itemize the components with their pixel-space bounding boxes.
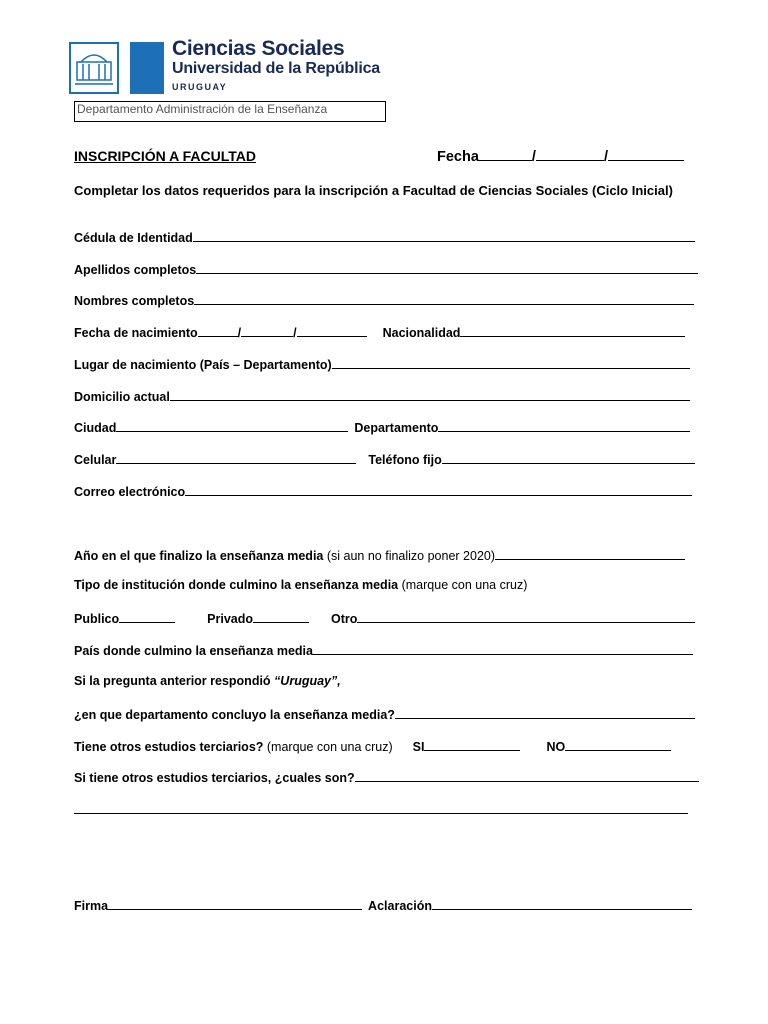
form-intro: Completar los datos requeridos para la inscripción a Facultad de Ciencias Sociales (Ciclo Inicial): [74, 183, 673, 198]
cedula-field[interactable]: Cédula de Identidad: [74, 229, 695, 245]
nombres-field[interactable]: Nombres completos: [74, 292, 694, 308]
logo-subtitle: Universidad de la República: [172, 60, 380, 77]
nacionalidad-label: Nacionalidad: [382, 326, 461, 340]
publico-option[interactable]: Publico: [74, 612, 120, 626]
departamento-label: Departamento: [354, 421, 439, 435]
form-title: INSCRIPCIÓN A FACULTAD: [74, 148, 256, 164]
telefono-label: Teléfono fijo: [368, 453, 442, 467]
aclaracion-label: Aclaración: [368, 899, 432, 913]
si-option[interactable]: SI: [412, 740, 425, 754]
tipo-institucion-label: Tipo de institución donde culmino la enseñanza media (marque con una cruz): [74, 578, 528, 592]
domicilio-field[interactable]: Domicilio actual: [74, 388, 690, 404]
pais-culmino-field[interactable]: País donde culmino la enseñanza media: [74, 642, 693, 658]
departamento-concluyo-field[interactable]: ¿en que departamento concluyo la enseñanza media?: [74, 706, 695, 722]
cuales-field[interactable]: Si tiene otros estudios terciarios, ¿cuales son?: [74, 769, 699, 785]
si-pregunta-label: Si la pregunta anterior respondió “Uruguay”,: [74, 674, 341, 688]
logo-title: Ciencias Sociales: [172, 37, 345, 60]
firma-field[interactable]: Firma Aclaración: [74, 897, 692, 913]
university-building-icon: [69, 42, 119, 94]
celular-field[interactable]: Celular Teléfono fijo: [74, 451, 695, 467]
lugar-nacimiento-field[interactable]: Lugar de nacimiento (País – Departamento): [74, 356, 690, 372]
department-box: Departamento Administración de la Enseñanza: [74, 101, 386, 122]
otros-estudios-field[interactable]: Tiene otros estudios terciarios? (marque con una cruz) SI NO: [74, 738, 671, 754]
logo-blue-bar: [130, 42, 164, 94]
cuales-extra-line[interactable]: [74, 801, 688, 817]
no-option[interactable]: NO: [546, 740, 566, 754]
correo-field[interactable]: Correo electrónico: [74, 483, 692, 499]
apellidos-field[interactable]: Apellidos completos: [74, 261, 698, 277]
tipo-institucion-options[interactable]: [74, 610, 695, 626]
otro-option[interactable]: Otro: [331, 612, 358, 626]
fecha-field[interactable]: Fecha / /: [437, 148, 684, 165]
privado-option[interactable]: Privado: [207, 612, 254, 626]
anio-finalizo-field[interactable]: Año en el que finalizo la enseñanza media (si aun no finalizo poner 2020): [74, 547, 685, 563]
ciudad-field[interactable]: Ciudad Departamento: [74, 419, 690, 435]
logo-country: URUGUAY: [172, 82, 228, 92]
fecha-nacimiento-field[interactable]: Fecha de nacimiento / / Nacionalidad: [74, 324, 685, 340]
